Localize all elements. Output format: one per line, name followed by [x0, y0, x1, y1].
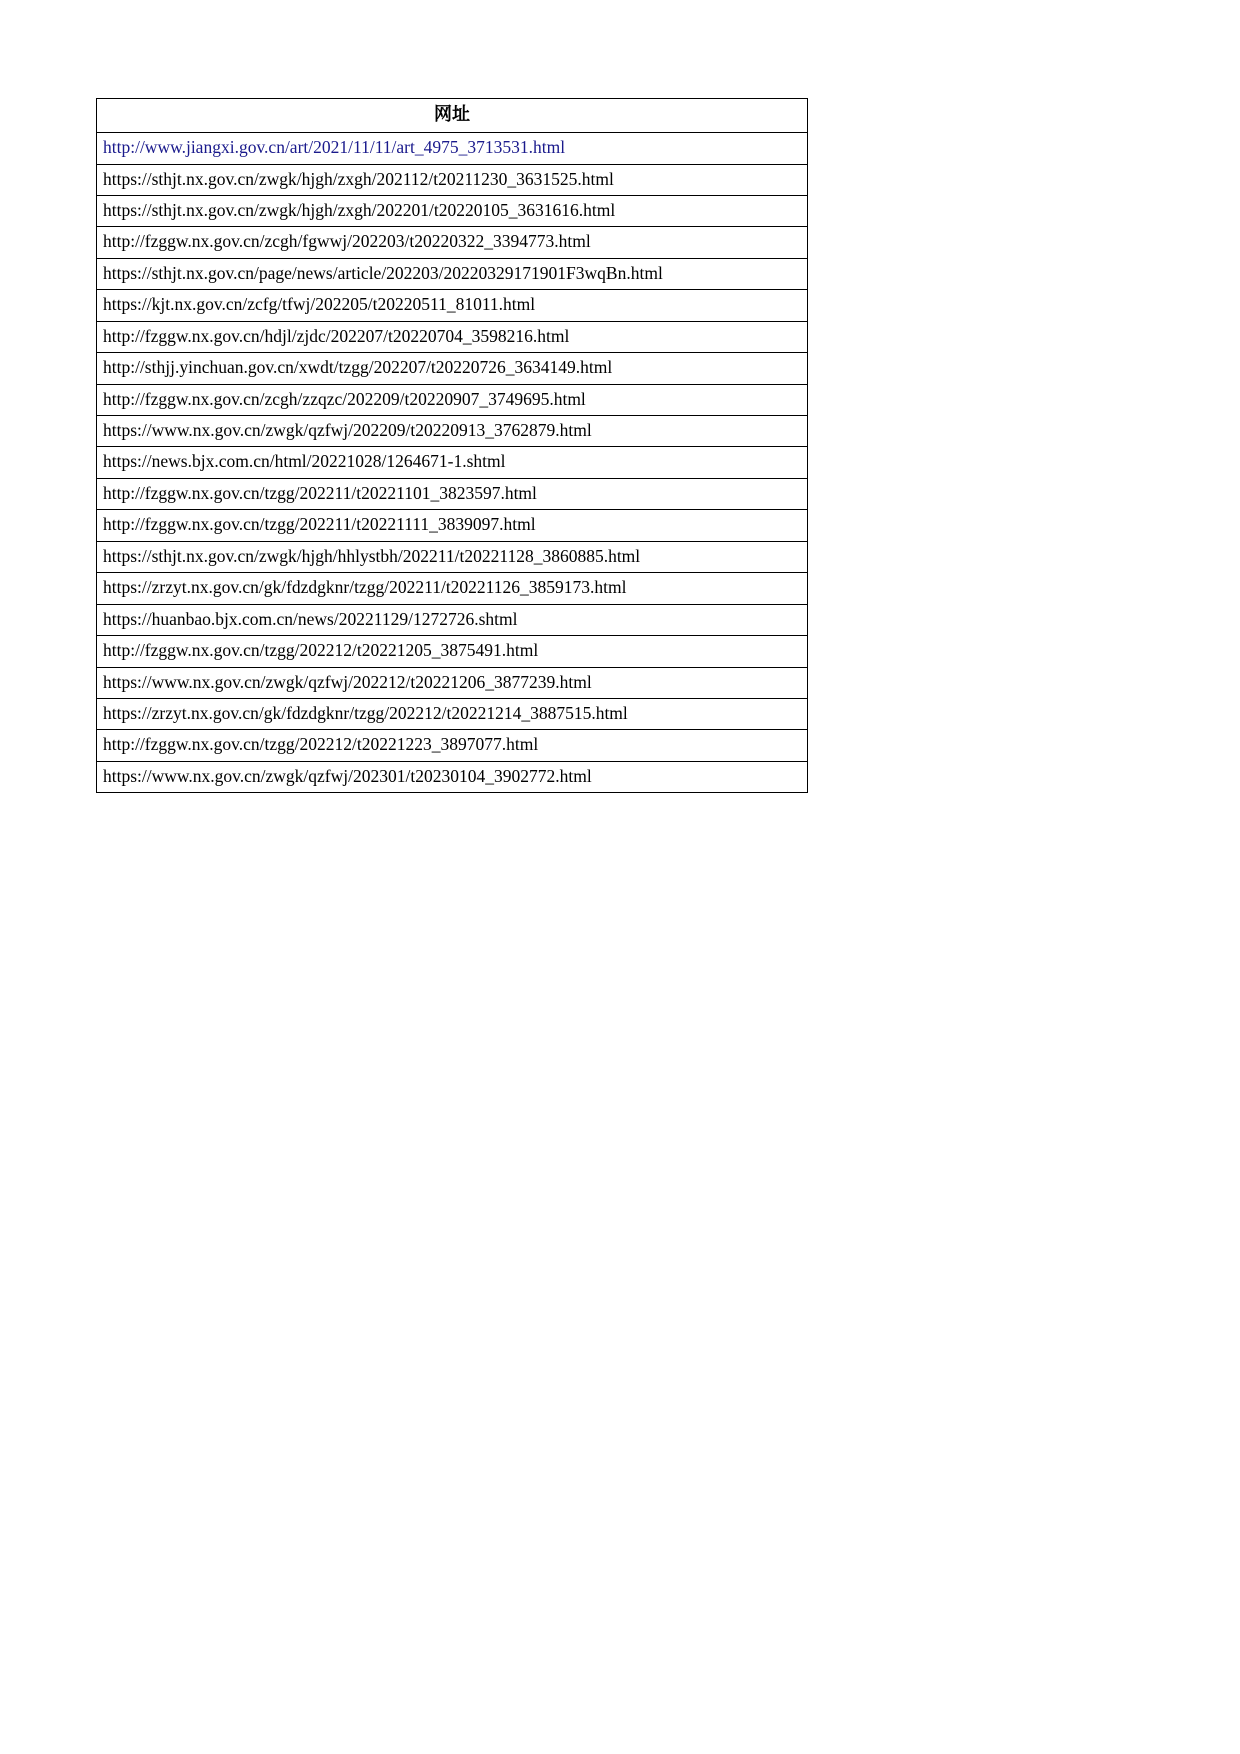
table-row [97, 478, 808, 509]
url-text: http://sthjj.yinchuan.gov.cn/xwdt/tzgg/202207/t20220726_3634149.html [97, 353, 808, 384]
table-header-row [97, 99, 808, 133]
table-row [97, 164, 808, 195]
url-text: https://zrzyt.nx.gov.cn/gk/fdzdgknr/tzgg/202211/t20221126_3859173.html [97, 573, 808, 604]
url-text: https://www.nx.gov.cn/zwgk/qzfwj/202209/t20220913_3762879.html [97, 416, 808, 447]
table-row [97, 761, 808, 792]
url-text: https://sthjt.nx.gov.cn/zwgk/hjgh/hhlystbh/202211/t20221128_3860885.html [97, 541, 808, 572]
table-row [97, 353, 808, 384]
url-text: http://fzggw.nx.gov.cn/tzgg/202211/t20221111_3839097.html [97, 510, 808, 541]
table-row [97, 384, 808, 415]
url-text: https://zrzyt.nx.gov.cn/gk/fdzdgknr/tzgg/202212/t20221214_3887515.html [97, 698, 808, 729]
table-head [97, 99, 808, 133]
table-row [97, 636, 808, 667]
url-text: http://fzggw.nx.gov.cn/hdjl/zjdc/202207/t20220704_3598216.html [97, 321, 808, 352]
url-text: https://huanbao.bjx.com.cn/news/20221129/1272726.shtml [97, 604, 808, 635]
table-row [97, 195, 808, 226]
table-row [97, 541, 808, 572]
table-row [97, 290, 808, 321]
table-row [97, 416, 808, 447]
url-link[interactable]: http://www.jiangxi.gov.cn/art/2021/11/11/art_4975_3713531.html [97, 133, 808, 164]
column-header-url: 网址 [97, 99, 808, 133]
url-text: http://fzggw.nx.gov.cn/zcgh/zzqzc/202209/t20220907_3749695.html [97, 384, 808, 415]
url-text: http://fzggw.nx.gov.cn/zcgh/fgwwj/202203/t20220322_3394773.html [97, 227, 808, 258]
url-text: http://fzggw.nx.gov.cn/tzgg/202211/t20221101_3823597.html [97, 478, 808, 509]
url-text: https://kjt.nx.gov.cn/zcfg/tfwj/202205/t20220511_81011.html [97, 290, 808, 321]
url-text: http://fzggw.nx.gov.cn/tzgg/202212/t20221223_3897077.html [97, 730, 808, 761]
table-row [97, 227, 808, 258]
table-row [97, 730, 808, 761]
table-row [97, 133, 808, 164]
table-body [97, 133, 808, 793]
url-text: https://sthjt.nx.gov.cn/zwgk/hjgh/zxgh/202112/t20211230_3631525.html [97, 164, 808, 195]
table-row [97, 667, 808, 698]
url-text: https://news.bjx.com.cn/html/20221028/1264671-1.shtml [97, 447, 808, 478]
url-text: https://www.nx.gov.cn/zwgk/qzfwj/202212/t20221206_3877239.html [97, 667, 808, 698]
url-text: http://fzggw.nx.gov.cn/tzgg/202212/t20221205_3875491.html [97, 636, 808, 667]
table-row [97, 321, 808, 352]
url-table [96, 98, 808, 793]
url-text: https://www.nx.gov.cn/zwgk/qzfwj/202301/t20230104_3902772.html [97, 761, 808, 792]
url-text: https://sthjt.nx.gov.cn/page/news/article/202203/20220329171901F3wqBn.html [97, 258, 808, 289]
table-row [97, 573, 808, 604]
table-row [97, 604, 808, 635]
table-row [97, 258, 808, 289]
table-row [97, 698, 808, 729]
table-row [97, 447, 808, 478]
table-row [97, 510, 808, 541]
url-text: https://sthjt.nx.gov.cn/zwgk/hjgh/zxgh/202201/t20220105_3631616.html [97, 195, 808, 226]
